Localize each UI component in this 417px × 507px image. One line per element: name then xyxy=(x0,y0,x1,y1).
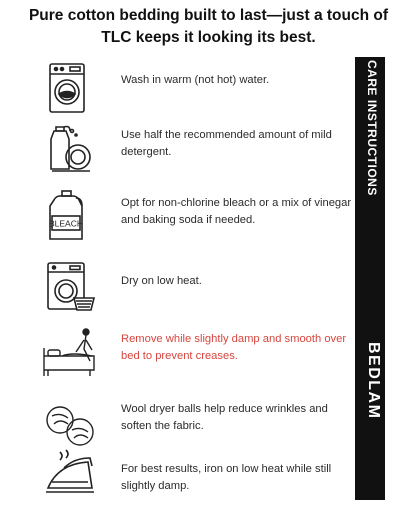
detergent-bottle-icon xyxy=(42,121,100,179)
bleach-jug-icon xyxy=(42,188,100,246)
dryer-icon xyxy=(42,258,100,316)
care-item-text: Remove while slightly damp and smooth over bed to prevent creases. xyxy=(121,333,347,362)
care-item-text: Wool dryer balls help reduce wrinkles and soften the fabric. xyxy=(121,403,328,432)
brand-name: BEDLAM xyxy=(365,342,382,420)
care-item-text: Use half the recommended amount of mild detergent. xyxy=(121,129,332,158)
bleach-label: BLEACH xyxy=(48,218,84,229)
care-instructions-label: CARE INSTRUCTIONS xyxy=(365,60,379,196)
care-item-text: Opt for non-chlorine bleach or a mix of vinegar and baking soda if needed. xyxy=(121,197,352,226)
care-item-text: Dry on low heat. xyxy=(121,275,202,287)
washing-machine-icon xyxy=(42,60,100,118)
care-item-text: Wash in warm (not hot) water. xyxy=(121,74,270,86)
headline-line-2: TLC keeps it looking its best. xyxy=(101,29,316,46)
iron-icon xyxy=(42,444,100,502)
headline-line-1: Pure cotton bedding built to last—just a touch of xyxy=(28,7,389,24)
bed-smoothing-icon xyxy=(42,326,100,384)
page-title xyxy=(0,5,417,49)
care-item-text: For best results, iron on low heat while still slightly damp. xyxy=(121,463,332,492)
